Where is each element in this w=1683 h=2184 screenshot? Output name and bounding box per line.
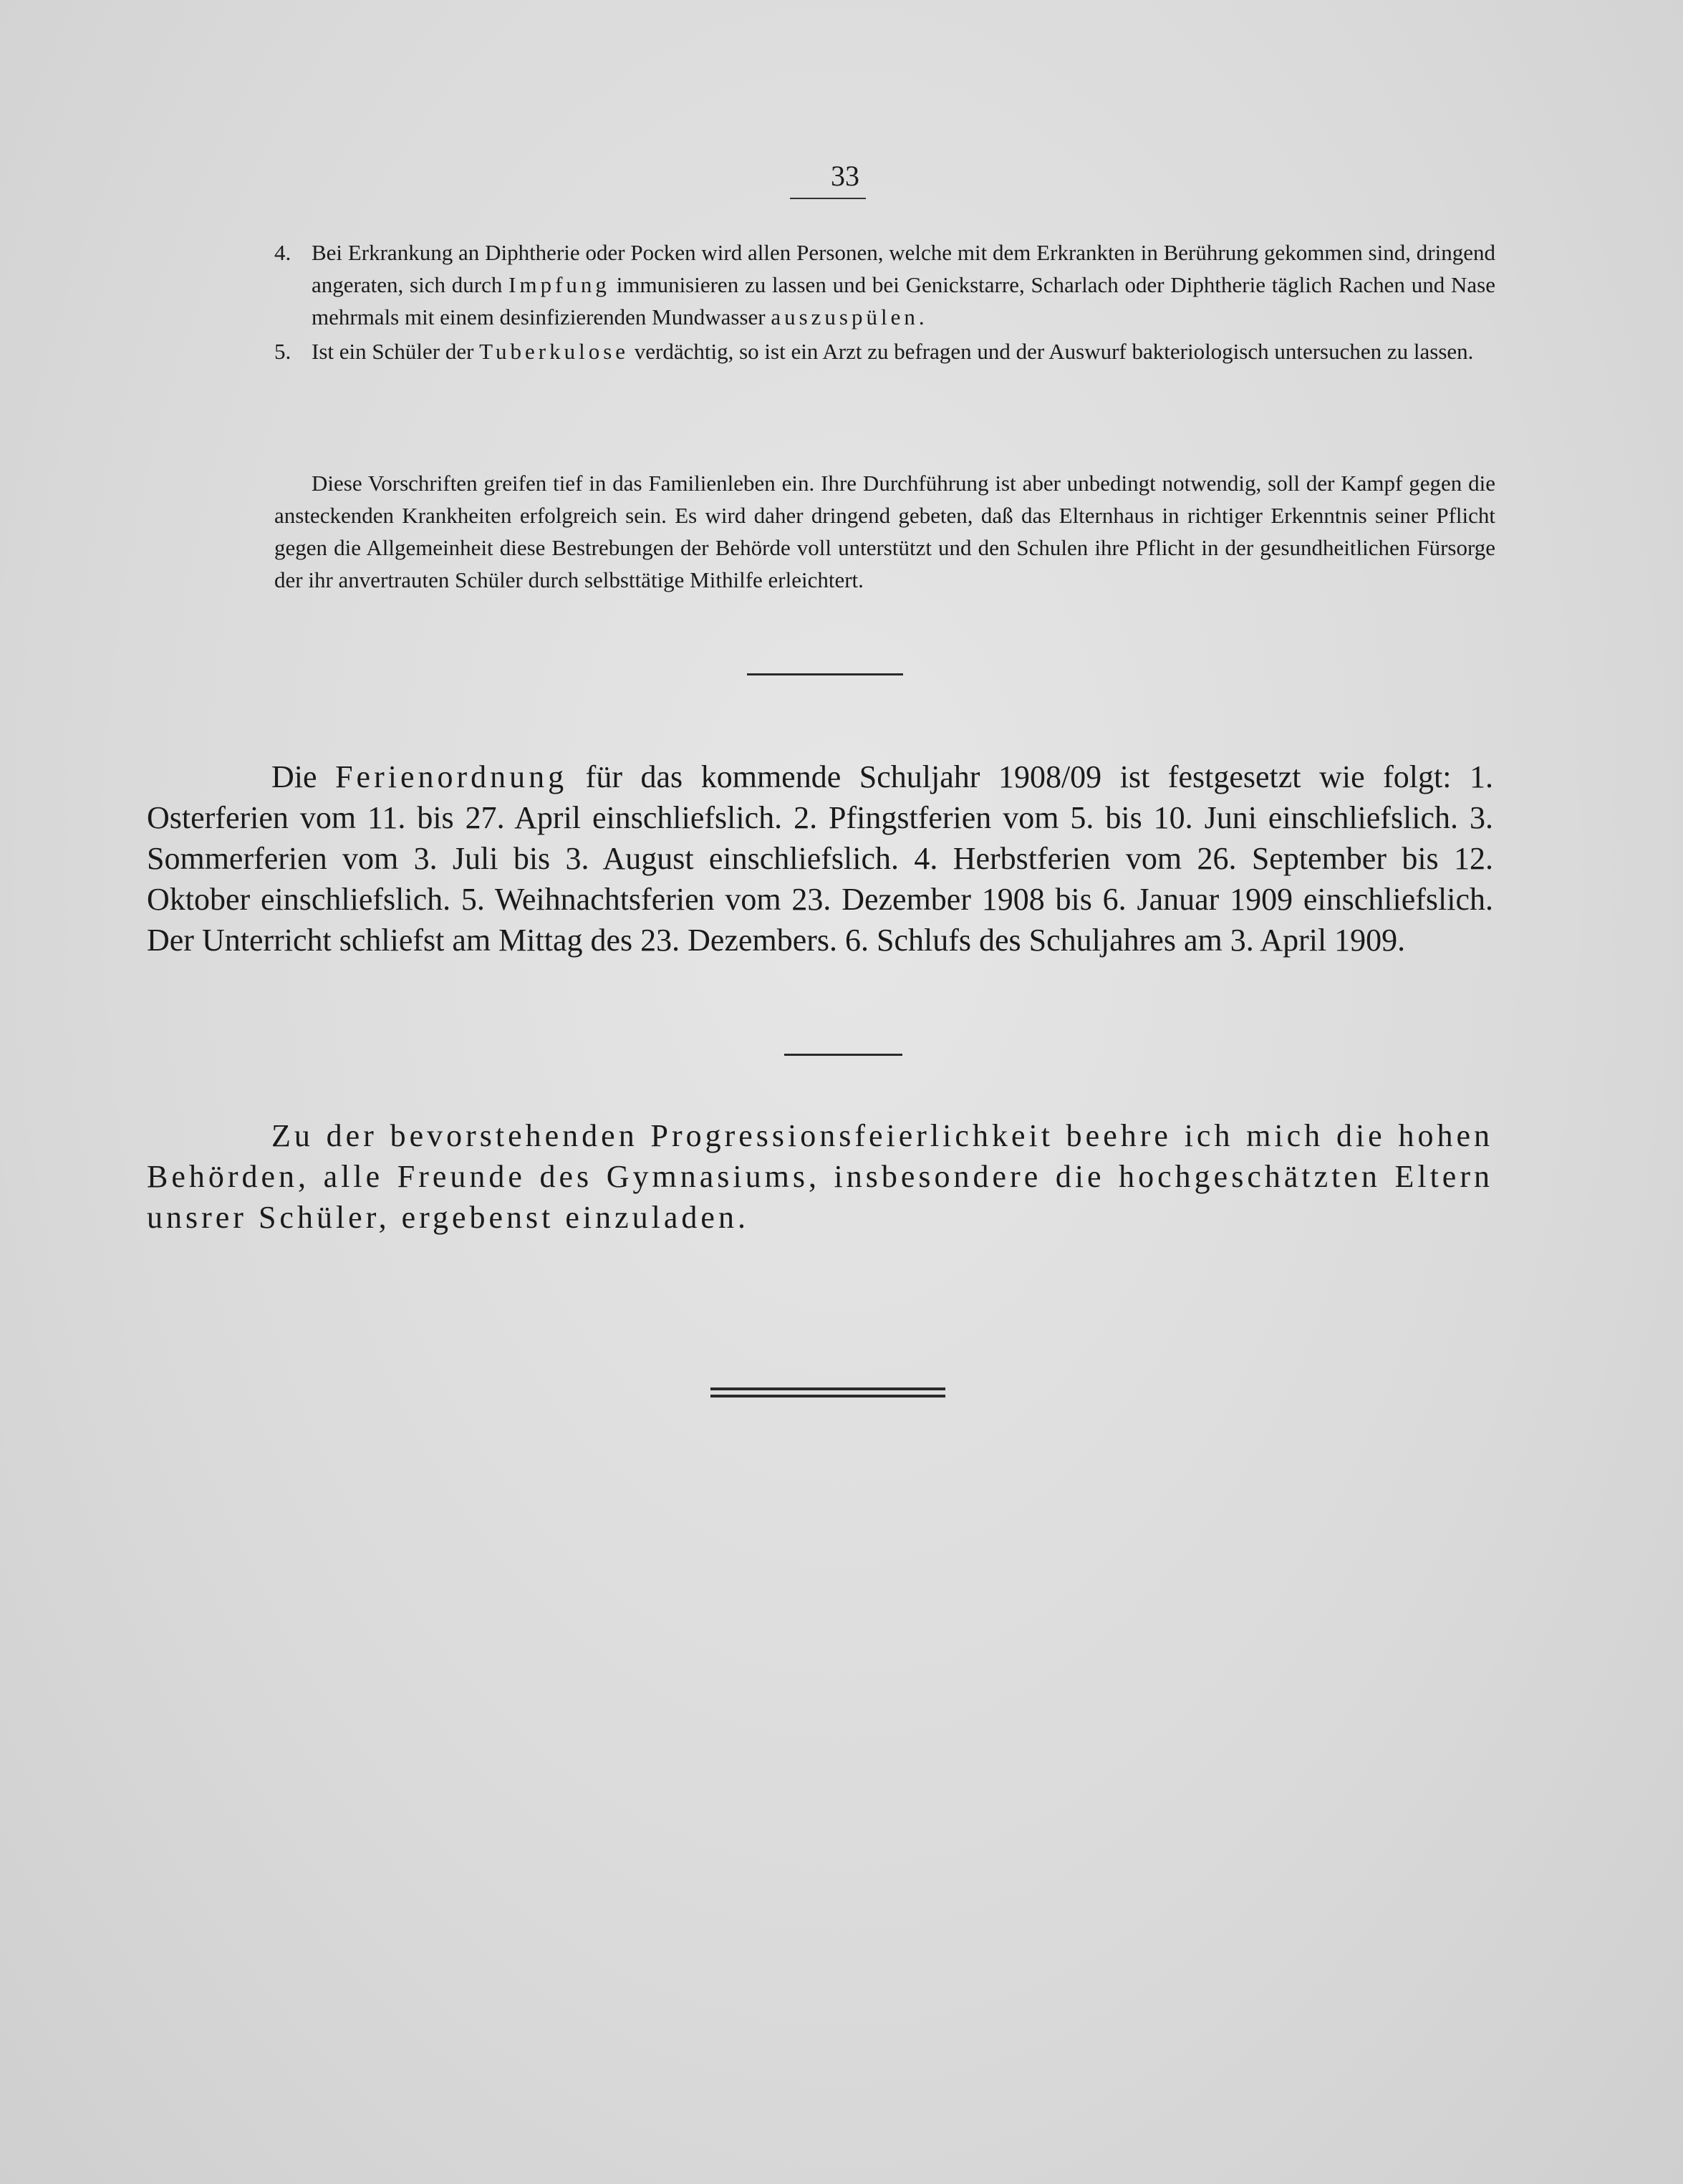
section-divider: [747, 673, 903, 675]
rule-number: 5.: [274, 339, 291, 364]
rule-text: Bei Erkrankung an Diphtherie oder Pocken wird allen Personen, welche mit dem Erkrankten in Berührung gekommen sind, dringend angeraten, sich durch: [312, 240, 1495, 297]
rule-text: verdächtig, so ist ein Arzt zu befragen und der Auswurf bakteriologisch untersuchen zu lassen.: [629, 339, 1474, 364]
rule-text: immunisieren zu lassen und bei Genickstarre, Scharlach oder Diphtherie täglich Rachen und Nase mehrmals mit einem desinfizierenden Mundwasser: [312, 272, 1495, 329]
rule-text: .: [918, 304, 925, 329]
notice-paragraph: Diese Vorschriften greifen tief in das Familienleben ein. Ihre Durchführung ist aber unbedingt notwendig, soll der Kampf gegen die ansteckenden Krankheiten erfolgreich sein. Es wird daher dringend gebeten, daß das Elternhaus in richtiger Erkenntnis seiner Pflicht gegen die Allgemeinheit diese Bestrebungen der Behörde voll unterstützt und den Schulen ihre Pflicht in der gesundheitlichen Fürsorge der ihr anvertrauten Schüler durch selbsttätige Mithilfe erleichtert.: [274, 471, 1495, 592]
holiday-emphasis: Ferienordnung: [335, 759, 568, 794]
rule-item: [274, 335, 1495, 367]
section-divider: [784, 1054, 902, 1056]
page-number-underline: [790, 198, 866, 199]
invitation-paragraph: Zu der bevorstehenden Progressionsfeierlichkeit beehre ich mich die hohen Behörden, alle Freunde des Gymnasiums, insbesondere die hochgeschätzten Eltern unsrer Schüler, ergebenst einzuladen.: [147, 1118, 1493, 1235]
health-rules-list: [274, 236, 1495, 367]
holiday-lead: Die: [271, 759, 336, 794]
holiday-schedule-paragraph: [147, 756, 1493, 961]
rule-number: 4.: [274, 240, 291, 265]
closing-double-rule-bottom: [710, 1395, 945, 1398]
rule-emphasis: auszuspülen: [771, 304, 919, 329]
closing-double-rule-top: [710, 1387, 945, 1390]
page-number: 33: [831, 160, 859, 192]
rule-item: [274, 236, 1495, 333]
rule-emphasis: Tuberkulose: [479, 339, 630, 364]
rule-emphasis: Impfung: [508, 272, 610, 297]
holiday-text: für das kommende Schuljahr 1908/09 ist festgesetzt wie folgt: 1. Osterferien vom 11. bis 27. April einschliefslich. 2. Pfingstferien vom 5. bis 10. Juni einschliefslich. 3. Sommerferien vom 3. Juli bis 3. August einschliefslich. 4. Herbstferien vom 26. September bis 12. Oktober einschliefslich. 5. Weihnachtsferien vom 23. Dezember 1908 bis 6. Januar 1909 einschliefslich. Der Unterricht schliefst am Mittag des 23. Dezembers. 6. Schlufs des Schuljahres am 3. April 1909.: [147, 759, 1494, 958]
rule-text: Ist ein Schüler der: [312, 339, 480, 364]
